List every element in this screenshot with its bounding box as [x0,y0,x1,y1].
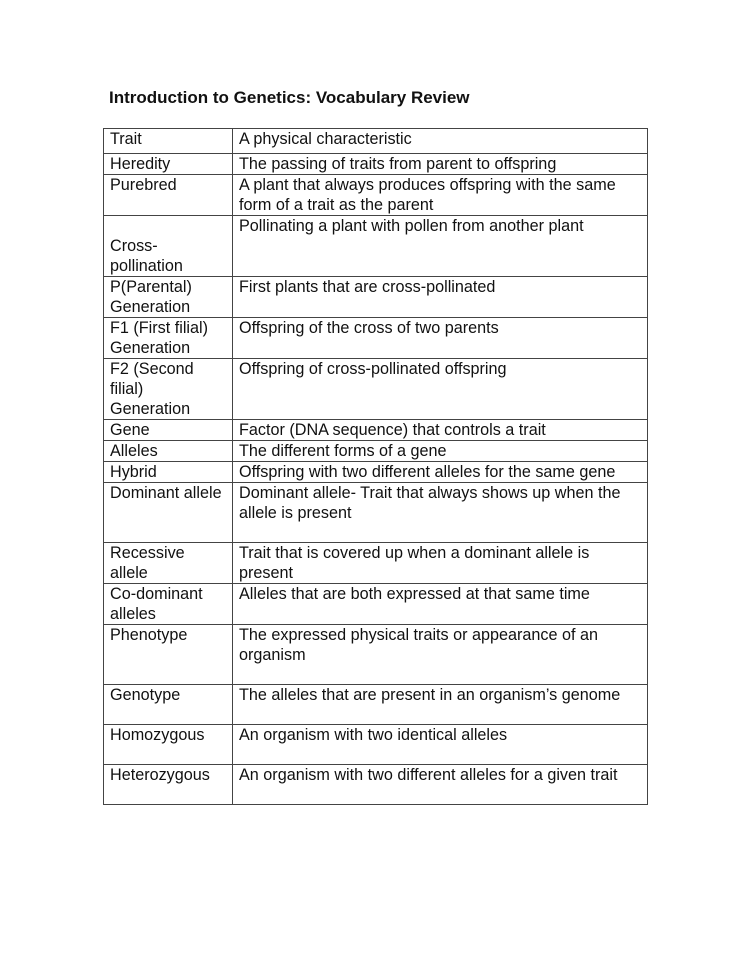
definition-cell: A plant that always produces offspring with the same form of a trait as the parent [233,175,648,216]
table-row [104,725,648,765]
term-cell: F2 (Second filial) Generation [104,359,233,420]
definition-cell: Alleles that are both expressed at that same time [233,584,648,625]
definition-cell: The different forms of a gene [233,441,648,462]
definition-cell: Factor (DNA sequence) that controls a trait [233,420,648,441]
term-cell: Recessive allele [104,543,233,584]
term-cell: Trait [104,129,233,154]
term-cell: Phenotype [104,625,233,685]
definition-cell: Offspring of the cross of two parents [233,318,648,359]
table-row [104,359,648,420]
table-row [104,462,648,483]
term-cell: Gene [104,420,233,441]
definition-cell: Pollinating a plant with pollen from another plant [233,216,648,277]
term-cell: Alleles [104,441,233,462]
term-cell: F1 (First filial) Generation [104,318,233,359]
table-row [104,441,648,462]
table-row [104,175,648,216]
definition-cell: Dominant allele- Trait that always shows up when the allele is present [233,483,648,543]
definition-cell: An organism with two different alleles for a given trait [233,765,648,805]
definition-cell: The passing of traits from parent to offspring [233,154,648,175]
table-row [104,154,648,175]
definition-cell: The expressed physical traits or appearance of an organism [233,625,648,685]
table-row [104,318,648,359]
definition-cell: The alleles that are present in an organism’s genome [233,685,648,725]
term-cell: Co-dominant alleles [104,584,233,625]
term-cell: Hybrid [104,462,233,483]
term-cell: Dominant allele [104,483,233,543]
table-row [104,543,648,584]
table-row [104,584,648,625]
table-row [104,625,648,685]
term-cell: Cross- pollination [104,216,233,277]
page-title: Introduction to Genetics: Vocabulary Review [109,88,470,107]
term-cell: Heredity [104,154,233,175]
table-row [104,216,648,277]
term-cell: P(Parental) Generation [104,277,233,318]
term-cell: Genotype [104,685,233,725]
table-row [104,685,648,725]
table-row [104,277,648,318]
definition-cell: Offspring of cross-pollinated offspring [233,359,648,420]
table-row [104,765,648,805]
table-row [104,129,648,154]
definition-cell: Trait that is covered up when a dominant allele is present [233,543,648,584]
definition-cell: Offspring with two different alleles for the same gene [233,462,648,483]
term-cell: Heterozygous [104,765,233,805]
definition-cell: An organism with two identical alleles [233,725,648,765]
definition-cell: A physical characteristic [233,129,648,154]
table-row [104,483,648,543]
table-row [104,420,648,441]
vocabulary-table [103,128,648,805]
term-cell: Purebred [104,175,233,216]
definition-cell: First plants that are cross-pollinated [233,277,648,318]
term-cell: Homozygous [104,725,233,765]
